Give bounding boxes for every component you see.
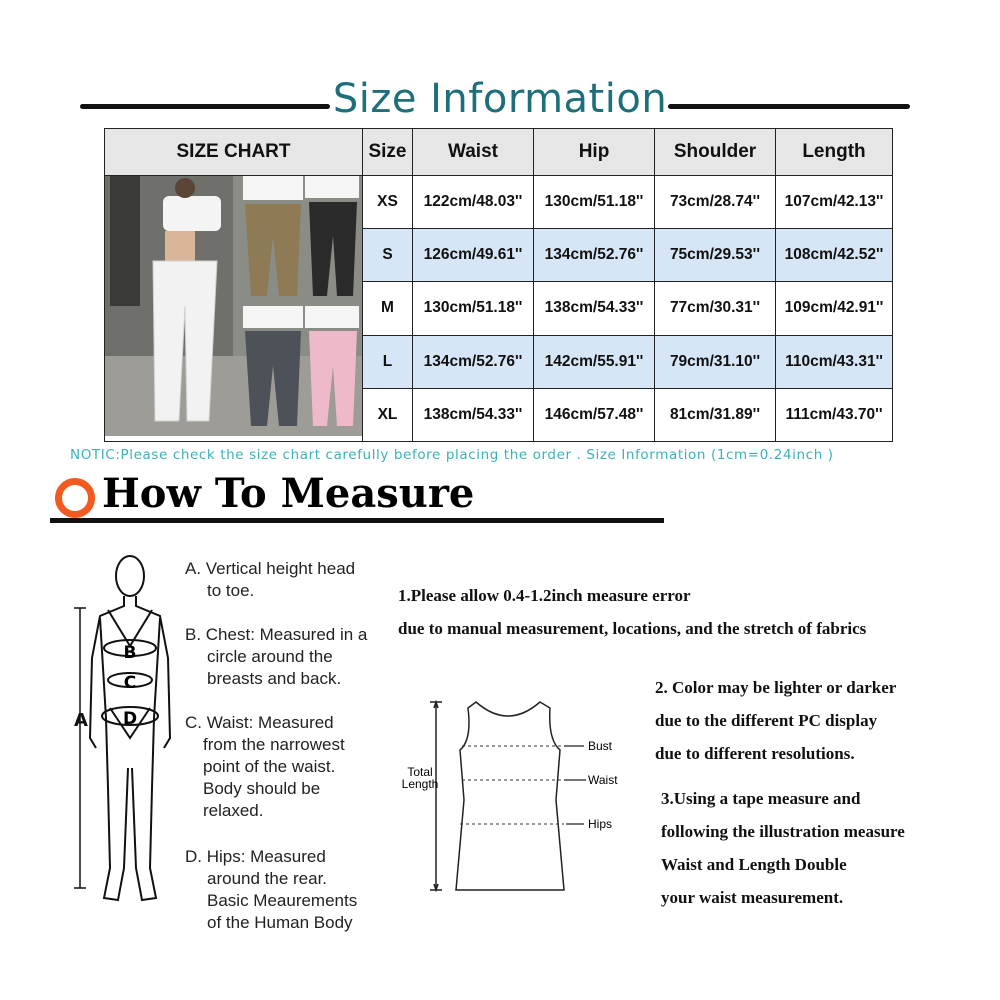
note-3-line-3: Waist and Length Double bbox=[661, 855, 847, 874]
hip-cell: 146cm/57.48'' bbox=[534, 388, 655, 441]
product-photo bbox=[105, 176, 363, 442]
definition-line: point of the waist. bbox=[203, 757, 336, 776]
note-2-line-1: 2. Color may be lighter or darker bbox=[655, 678, 897, 697]
definition-line: D. Hips: Measured bbox=[185, 847, 326, 866]
definition-line: C. Waist: Measured bbox=[185, 713, 334, 732]
table-row bbox=[105, 176, 893, 229]
hip-cell: 134cm/52.76'' bbox=[534, 229, 655, 282]
shoulder-cell: 79cm/31.10'' bbox=[655, 335, 776, 388]
dress-label-bust: Bust bbox=[588, 739, 613, 753]
note-2-line-3: due to different resolutions. bbox=[655, 744, 855, 763]
length-cell: 110cm/43.31'' bbox=[776, 335, 893, 388]
dress-label-waist: Waist bbox=[588, 773, 618, 787]
definition-a bbox=[185, 558, 355, 602]
shoulder-cell: 73cm/28.74'' bbox=[655, 176, 776, 229]
waist-cell: 138cm/54.33'' bbox=[413, 388, 534, 441]
how-to-measure-rule bbox=[50, 518, 664, 523]
circle-bullet-icon bbox=[55, 478, 95, 518]
definition-line: A. Vertical height head bbox=[185, 559, 356, 578]
label-b: B bbox=[123, 643, 137, 663]
header-shoulder: Shoulder bbox=[655, 129, 776, 176]
note-1-line-1: 1.Please allow 0.4-1.2inch measure error bbox=[398, 586, 691, 605]
size-cell: S bbox=[363, 229, 413, 282]
shoulder-cell: 75cm/29.53'' bbox=[655, 229, 776, 282]
definition-line: of the Human Body bbox=[207, 913, 353, 932]
waist-cell: 122cm/48.03'' bbox=[413, 176, 534, 229]
definition-line: relaxed. bbox=[203, 801, 264, 820]
note-3-line-2: following the illustration measure bbox=[661, 822, 905, 841]
definition-line: breasts and back. bbox=[207, 669, 342, 688]
dress-label-length: Length bbox=[401, 777, 439, 791]
header-length: Length bbox=[776, 129, 893, 176]
length-cell: 109cm/42.91'' bbox=[776, 282, 893, 335]
hip-cell: 130cm/51.18'' bbox=[534, 176, 655, 229]
size-notice: NOTIC:Please check the size chart carefully before placing the order . Size Information (1cm=0.24inch ) bbox=[70, 447, 834, 463]
header-waist: Waist bbox=[413, 129, 534, 176]
hip-cell: 138cm/54.33'' bbox=[534, 282, 655, 335]
definition-d bbox=[185, 846, 357, 934]
dress-label-total: Total bbox=[407, 765, 433, 779]
label-c: C bbox=[123, 673, 137, 693]
page-title: Size Information bbox=[332, 76, 668, 122]
note-1-line-2: due to manual measurement, locations, and the stretch of fabrics bbox=[398, 619, 867, 638]
dress-label-hips: Hips bbox=[588, 817, 613, 831]
definition-b bbox=[185, 624, 367, 690]
note-2-line-2: due to the different PC display bbox=[655, 711, 878, 730]
hip-cell: 142cm/55.91'' bbox=[534, 335, 655, 388]
definition-line: to toe. bbox=[207, 581, 255, 600]
cargo-pants-photo bbox=[105, 176, 362, 436]
size-cell: L bbox=[363, 335, 413, 388]
shoulder-cell: 81cm/31.89'' bbox=[655, 388, 776, 441]
size-chart-table bbox=[104, 128, 893, 442]
waist-cell: 130cm/51.18'' bbox=[413, 282, 534, 335]
size-cell: XS bbox=[363, 176, 413, 229]
note-3-line-4: your waist measurement. bbox=[661, 888, 844, 907]
definition-line: from the narrowest bbox=[203, 735, 345, 754]
definition-line: Body should be bbox=[203, 779, 321, 798]
body-outline-figure bbox=[70, 548, 190, 918]
table-header-row bbox=[105, 129, 893, 176]
definition-c bbox=[185, 712, 345, 822]
size-cell: M bbox=[363, 282, 413, 335]
note-3-line-1: 3.Using a tape measure and bbox=[661, 789, 861, 808]
definition-line: around the rear. bbox=[207, 869, 328, 888]
length-cell: 108cm/42.52'' bbox=[776, 229, 893, 282]
label-a: A bbox=[74, 710, 88, 731]
dress-diagram bbox=[398, 690, 628, 900]
definition-line: circle around the bbox=[207, 647, 333, 666]
size-cell: XL bbox=[363, 388, 413, 441]
length-cell: 111cm/43.70'' bbox=[776, 388, 893, 441]
how-to-measure-title: How To Measure bbox=[102, 470, 475, 517]
waist-cell: 126cm/49.61'' bbox=[413, 229, 534, 282]
label-d: D bbox=[122, 709, 138, 729]
definition-line: Basic Meaurements bbox=[207, 891, 358, 910]
waist-cell: 134cm/52.76'' bbox=[413, 335, 534, 388]
header-hip: Hip bbox=[534, 129, 655, 176]
header-size-chart: SIZE CHART bbox=[105, 129, 363, 176]
definition-line: B. Chest: Measured in a bbox=[185, 625, 368, 644]
length-cell: 107cm/42.13'' bbox=[776, 176, 893, 229]
header-size: Size bbox=[363, 129, 413, 176]
shoulder-cell: 77cm/30.31'' bbox=[655, 282, 776, 335]
